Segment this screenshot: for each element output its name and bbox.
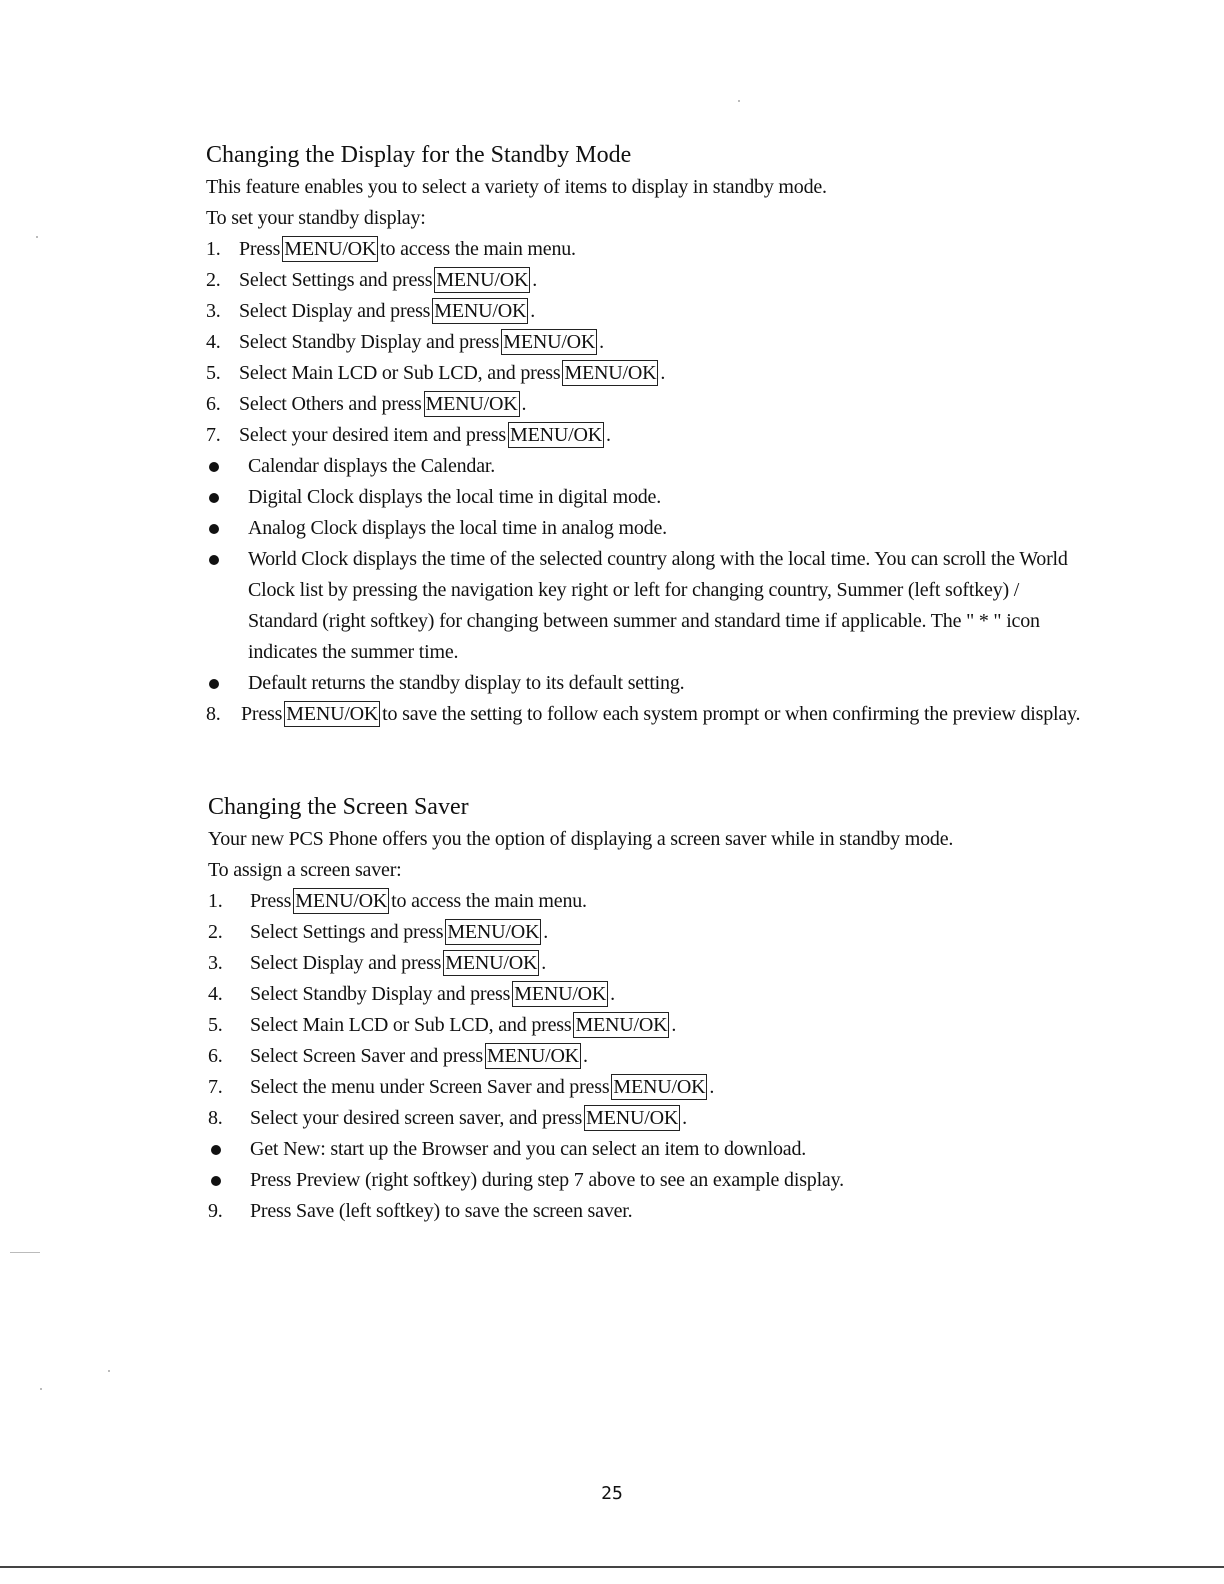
step-number: 2.	[208, 921, 223, 943]
scan-speck	[36, 236, 38, 238]
bullet-text: Digital Clock displays the local time in digital mode.	[248, 486, 662, 508]
bullet-text: Calendar displays the Calendar.	[248, 455, 496, 477]
step-item	[206, 420, 1086, 451]
step-text-after: .	[610, 983, 615, 1005]
section-title: Changing the Display for the Standby Mode	[206, 142, 632, 168]
menu-ok-key: MENU/OK	[284, 238, 377, 260]
menu-ok-key: MENU/OK	[510, 424, 602, 446]
bullet-text: World Clock displays the time of the selected country along with the local time. You can scroll the World Clock list by pressing the navigation key right or left for changing country, Summer (left softkey) / Standard (right softkey) for changing between summer and standard time if applicable. The " * " icon indicates the summer time.	[248, 548, 1068, 663]
step-number: 9.	[208, 1200, 223, 1222]
menu-ok-key: MENU/OK	[434, 300, 527, 322]
step-text-after: .	[660, 362, 666, 384]
bullet-icon	[209, 524, 219, 534]
bullet-item	[206, 482, 1086, 513]
step-text-after: .	[671, 1014, 677, 1036]
step-text: Select Screen Saver and press	[250, 1045, 483, 1067]
step-number: 2.	[206, 269, 221, 291]
step-text: Select Display and press	[239, 300, 431, 322]
step-item	[206, 699, 1086, 730]
step-number: 1.	[206, 238, 221, 260]
step-text-after: to save the setting to follow each system prompt or when confirming the preview display.	[382, 703, 1081, 725]
step-item	[208, 979, 1088, 1010]
section-title: Changing the Screen Saver	[208, 794, 469, 820]
step-text-after: .	[599, 331, 604, 353]
step-item	[208, 1103, 1088, 1134]
step-item	[208, 948, 1088, 979]
bullet-icon	[211, 1145, 221, 1155]
step-number: 7.	[206, 424, 221, 446]
section-intro: Your new PCS Phone offers you the option of displaying a screen saver while in standby mode.	[208, 828, 954, 850]
menu-ok-key: MENU/OK	[503, 331, 596, 353]
step-number: 4.	[208, 983, 223, 1005]
step-item	[206, 327, 1086, 358]
bullet-list	[206, 451, 1086, 699]
bullet-icon	[209, 462, 219, 472]
step-number: 3.	[208, 952, 223, 974]
bullet-item	[208, 1134, 1088, 1165]
step-text: Press	[241, 703, 283, 725]
step-text-after: .	[582, 1045, 588, 1067]
bullet-list	[208, 1134, 1088, 1196]
menu-ok-key: MENU/OK	[564, 362, 657, 384]
step-text-after: to access the main menu.	[391, 890, 587, 912]
bullet-text: Analog Clock displays the local time in analog mode.	[248, 517, 667, 539]
bullet-item	[208, 1165, 1088, 1196]
step-item	[206, 389, 1086, 420]
step-text: Select Main LCD or Sub LCD, and press	[239, 362, 561, 384]
step-number: 6.	[206, 393, 221, 415]
step-number: 3.	[206, 300, 221, 322]
step-text-after: .	[605, 424, 611, 446]
step-number: 1.	[208, 890, 223, 912]
step-text-after: .	[532, 269, 538, 291]
bullet-text: Get New: start up the Browser and you can select an item to download.	[250, 1138, 807, 1160]
section-screen-saver	[208, 790, 1088, 1227]
step-text: Select your desired item and press	[239, 424, 507, 446]
bullet-item	[206, 451, 1086, 482]
bullet-item	[206, 668, 1086, 699]
step-text: Select Display and press	[250, 952, 442, 974]
section-lead: To assign a screen saver:	[208, 859, 402, 881]
menu-ok-key: MENU/OK	[514, 983, 607, 1005]
step-text-after: .	[543, 921, 549, 943]
menu-ok-key: MENU/OK	[286, 703, 379, 725]
step-text: Select Settings and press	[239, 269, 433, 291]
menu-ok-key: MENU/OK	[586, 1107, 679, 1129]
step-text-after: .	[682, 1107, 687, 1129]
step-item	[208, 917, 1088, 948]
step-number: 8.	[208, 1107, 223, 1129]
step-text: Press Save (left softkey) to save the screen saver.	[250, 1200, 633, 1222]
step-text-after: to access the main menu.	[380, 238, 576, 260]
step-item	[208, 1041, 1088, 1072]
scan-edge-line	[0, 1566, 1224, 1568]
step-item	[206, 234, 1086, 265]
step-text-after: .	[541, 952, 547, 974]
step-item	[208, 1010, 1088, 1041]
menu-ok-key: MENU/OK	[295, 890, 388, 912]
step-text: Press	[250, 890, 292, 912]
menu-ok-key: MENU/OK	[436, 269, 529, 291]
bullet-text: Default returns the standby display to its default setting.	[248, 672, 685, 694]
bullet-icon	[211, 1176, 221, 1186]
step-list	[206, 234, 1086, 451]
step-number: 5.	[206, 362, 221, 384]
menu-ok-key: MENU/OK	[575, 1014, 668, 1036]
step-item	[206, 296, 1086, 327]
page-number: 25	[601, 1483, 623, 1504]
step-text: Select Standby Display and press	[239, 331, 500, 353]
step-item	[206, 265, 1086, 296]
step-item	[208, 1072, 1088, 1103]
step-number: 5.	[208, 1014, 223, 1036]
step-text: Select your desired screen saver, and press	[250, 1107, 583, 1129]
section-intro: This feature enables you to select a variety of items to display in standby mode.	[206, 176, 827, 198]
bullet-icon	[209, 679, 219, 689]
step-list	[208, 886, 1088, 1134]
step-text: Select the menu under Screen Saver and press	[250, 1076, 610, 1098]
menu-ok-key: MENU/OK	[445, 952, 538, 974]
step-text-after: .	[530, 300, 536, 322]
section-standby-display	[206, 138, 1086, 730]
step-text: Select Settings and press	[250, 921, 444, 943]
step-item	[206, 358, 1086, 389]
step-item	[208, 1196, 1088, 1227]
step-number: 6.	[208, 1045, 223, 1067]
bullet-icon	[209, 493, 219, 503]
step-text-after: .	[521, 393, 527, 415]
step-text: Select Others and press	[239, 393, 422, 415]
step-text: Press	[239, 238, 281, 260]
scan-speck	[10, 1252, 40, 1253]
scan-speck	[40, 1388, 42, 1390]
menu-ok-key: MENU/OK	[487, 1045, 579, 1067]
section-lead: To set your standby display:	[206, 207, 426, 229]
step-number: 7.	[208, 1076, 223, 1098]
step-text: Select Main LCD or Sub LCD, and press	[250, 1014, 572, 1036]
bullet-item	[206, 544, 1086, 668]
scan-speck	[738, 100, 740, 102]
scan-speck	[108, 1370, 110, 1372]
menu-ok-key: MENU/OK	[425, 393, 518, 415]
step-number: 8.	[206, 703, 221, 725]
bullet-item	[206, 513, 1086, 544]
step-number: 4.	[206, 331, 221, 353]
bullet-text: Press Preview (right softkey) during step 7 above to see an example display.	[250, 1169, 844, 1191]
menu-ok-key: MENU/OK	[613, 1076, 706, 1098]
menu-ok-key: MENU/OK	[447, 921, 540, 943]
bullet-icon	[209, 555, 219, 565]
step-text-after: .	[709, 1076, 715, 1098]
step-item	[208, 886, 1088, 917]
step-text: Select Standby Display and press	[250, 983, 511, 1005]
